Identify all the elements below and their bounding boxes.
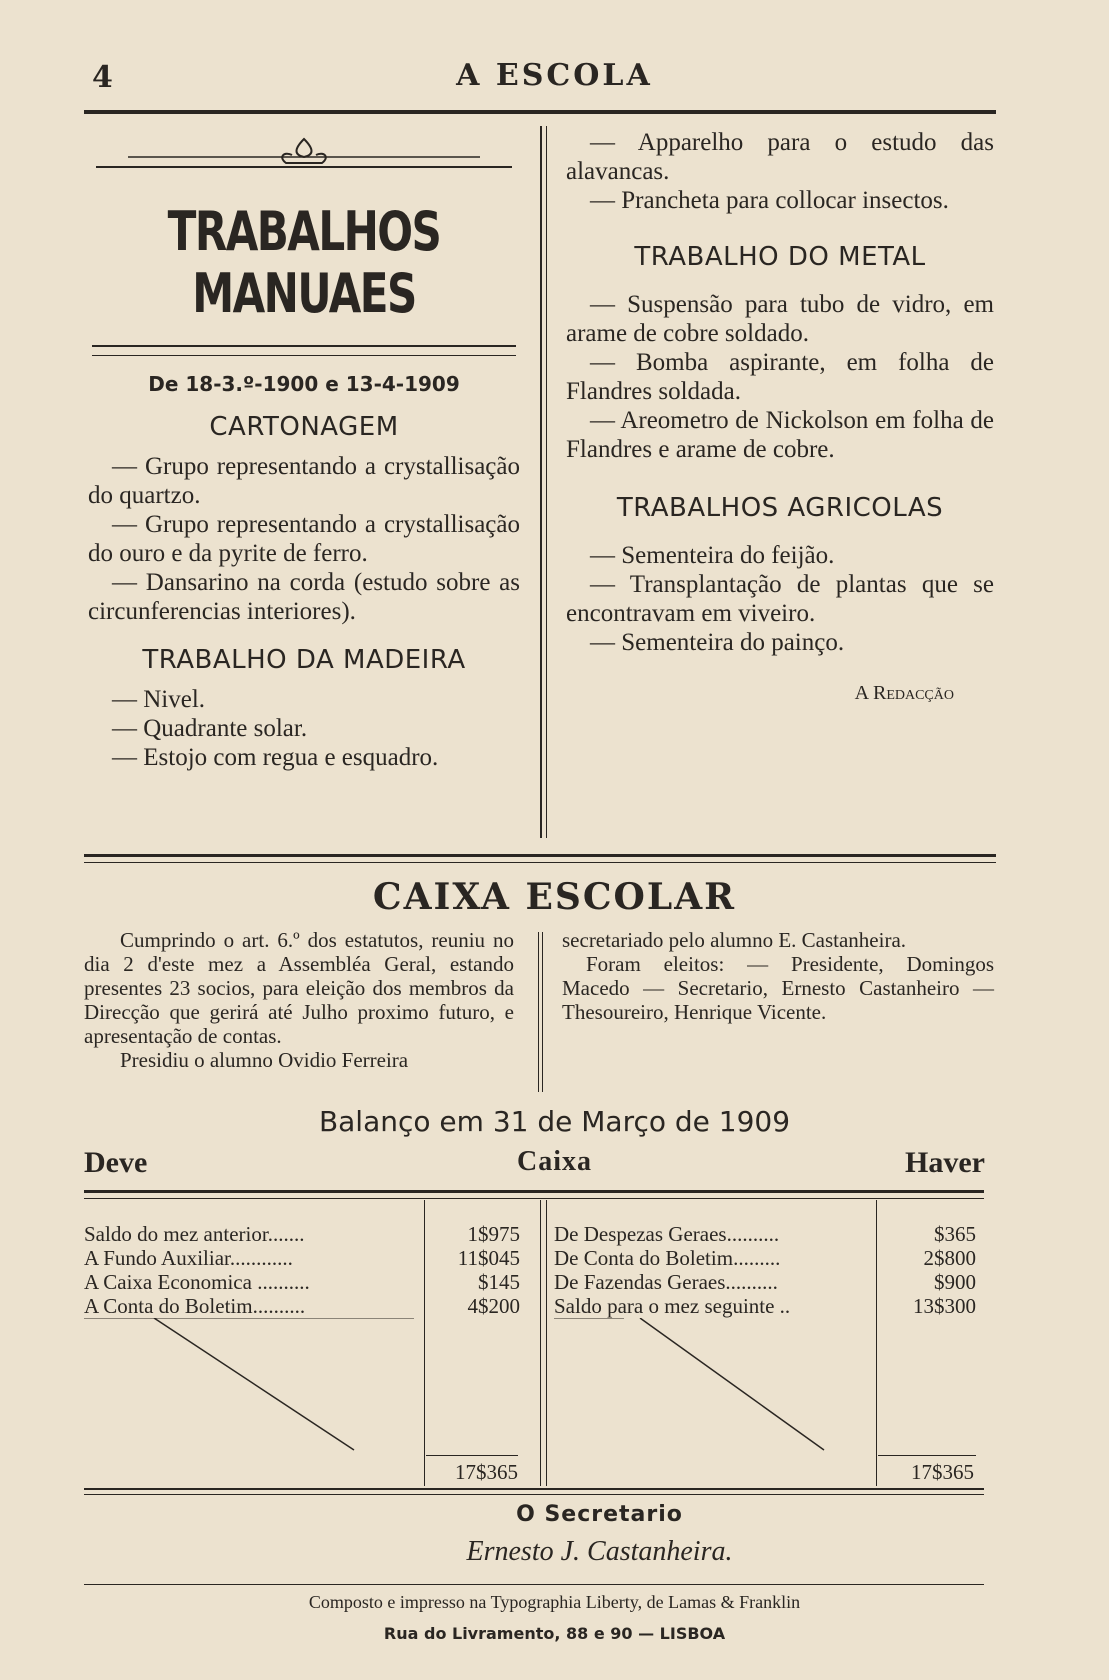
ledger-top-rule-2 xyxy=(84,1198,984,1199)
ledger-amount: 4$200 xyxy=(467,1294,520,1318)
table-row xyxy=(554,1222,976,1246)
ledger-top-rule xyxy=(84,1190,984,1193)
table-row xyxy=(84,1270,520,1294)
ornament-top xyxy=(88,135,520,175)
ledger-desc: De Fazendas Geraes.......... xyxy=(554,1270,778,1294)
deve-total-rule xyxy=(426,1455,518,1456)
signature-redaccao: A Redacção xyxy=(854,682,954,704)
list-item: — Transplantação de plantas que se encontravam em viveiro. xyxy=(566,571,994,627)
caixa-escolar-title: CAIXA ESCOLAR xyxy=(372,876,737,918)
column-divider-top xyxy=(540,126,542,838)
haver-label: Haver xyxy=(905,1146,985,1179)
list-item: — Areometro de Nickolson em folha de Flandres e arame de cobre. xyxy=(566,407,994,463)
table-row xyxy=(84,1222,520,1246)
journal-title: A ESCOLA xyxy=(456,58,653,93)
list-item: — Suspensão para tubo de vidro, em arame de cobre soldado. xyxy=(566,291,994,347)
caixa-left-text xyxy=(84,928,514,1072)
section-separator-2 xyxy=(84,862,996,863)
page-number: 4 xyxy=(92,60,113,95)
ledger-amount: $145 xyxy=(478,1270,520,1294)
table-row xyxy=(84,1246,520,1270)
secretario-label: O Secretario xyxy=(516,1502,683,1527)
ledger-desc: Saldo do mez anterior....... xyxy=(84,1222,305,1246)
heading-madeira: TRABALHO DA MADEIRA xyxy=(142,645,466,675)
table-row xyxy=(554,1246,976,1270)
ledger-desc: A Conta do Boletim.......... xyxy=(84,1294,306,1318)
table-row xyxy=(554,1270,976,1294)
footer-rule xyxy=(84,1584,984,1585)
ledger-bottom-rule-2 xyxy=(84,1494,984,1495)
list-item: — Prancheta para collocar insectos. xyxy=(590,187,949,214)
list-item: — Quadrante solar. xyxy=(112,715,308,742)
ledger-amount: 2$800 xyxy=(923,1246,976,1270)
secretario-name: Ernesto J. Castanheira. xyxy=(466,1536,733,1567)
column-divider-top-2 xyxy=(546,126,547,838)
list-item: — Dansarino na corda (estudo sobre as circunferencias interiores). xyxy=(88,569,520,625)
ledger-desc: A Caixa Economica .......... xyxy=(84,1270,310,1294)
table-row xyxy=(84,1294,520,1318)
ledger-desc: De Conta do Boletim......... xyxy=(554,1246,781,1270)
paragraph: secretariado pelo alumno E. Castanheira. xyxy=(562,928,907,952)
haver-ledger xyxy=(554,1222,976,1318)
list-item: — Grupo representando a crystallisação do ouro e da pyrite de ferro. xyxy=(88,511,520,567)
heading-metal: TRABALHO DO METAL xyxy=(634,242,926,272)
caixa-right-text xyxy=(562,928,994,1024)
table-row xyxy=(554,1294,976,1318)
ledger-bottom-rule xyxy=(84,1488,984,1490)
deve-total: 17$365 xyxy=(455,1460,518,1484)
right-column xyxy=(566,128,994,708)
balanco-title: Balanço em 31 de Março de 1909 xyxy=(318,1105,791,1138)
fleuron-icon xyxy=(88,135,520,175)
list-item: — Sementeira do feijão. xyxy=(590,542,835,569)
section-separator xyxy=(84,854,996,857)
caixa-divider-2 xyxy=(542,932,543,1092)
ornament-bottom xyxy=(92,345,516,356)
haver-total-rule xyxy=(878,1455,976,1456)
ledger-desc: A Fundo Auxiliar............ xyxy=(84,1246,293,1270)
paragraph: Foram eleitos: — Presidente, Domingos Macedo — Secretario, Ernesto Castanheiro — Thesoureiro, Henrique Vicente. xyxy=(562,952,994,1024)
caixa-divider xyxy=(538,932,539,1092)
ledger-amount: 11$045 xyxy=(457,1246,520,1270)
list-item: — Nivel. xyxy=(112,686,206,713)
date-range: De 18-3.º-1900 e 13-4-1909 xyxy=(148,372,460,396)
haver-total: 17$365 xyxy=(911,1460,974,1484)
paragraph: Cumprindo o art. 6.º dos estatutos, reuniu no dia 2 d'este mez a Assembléa Geral, estando presentes 23 socios, para eleição dos membros da Direcção que gerirá até Julho proximo futuro, e apresentação de contas. xyxy=(84,928,514,1048)
deve-label: Deve xyxy=(84,1146,148,1179)
paragraph: Presidiu o alumno Ovidio Ferreira xyxy=(120,1048,409,1072)
address-line: Rua do Livramento, 88 e 90 — LISBOA xyxy=(383,1624,726,1643)
left-column xyxy=(88,135,520,772)
list-item: — Apparelho para o estudo das alavancas. xyxy=(566,129,994,185)
section-banner: TRABALHOS MANUAES xyxy=(167,200,441,325)
ledger-desc: De Despezas Geraes.......... xyxy=(554,1222,780,1246)
header-rule xyxy=(84,110,996,114)
caixa-label: Caixa xyxy=(517,1146,592,1177)
ledger-cancel-strokes xyxy=(84,1318,984,1458)
ledger-desc: Saldo para o mez seguinte .. xyxy=(554,1294,791,1318)
deve-ledger xyxy=(84,1222,520,1318)
ledger-amount: $900 xyxy=(934,1270,976,1294)
list-item: — Bomba aspirante, em folha de Flandres soldada. xyxy=(566,349,994,405)
ledger-amount: 1$975 xyxy=(467,1222,520,1246)
list-item: — Estojo com regua e esquadro. xyxy=(112,744,439,771)
list-item: — Grupo representando a crystallisação do quartzo. xyxy=(88,453,520,509)
heading-agricolas: TRABALHOS AGRICOLAS xyxy=(616,493,944,523)
heading-cartonagem: CARTONAGEM xyxy=(209,412,399,442)
ledger-amount: $365 xyxy=(934,1222,976,1246)
list-item: — Sementeira do painço. xyxy=(590,629,845,656)
printer-line: Composto e impresso na Typographia Liberty, de Lamas & Franklin xyxy=(308,1592,801,1612)
ledger-amount: 13$300 xyxy=(913,1294,976,1318)
